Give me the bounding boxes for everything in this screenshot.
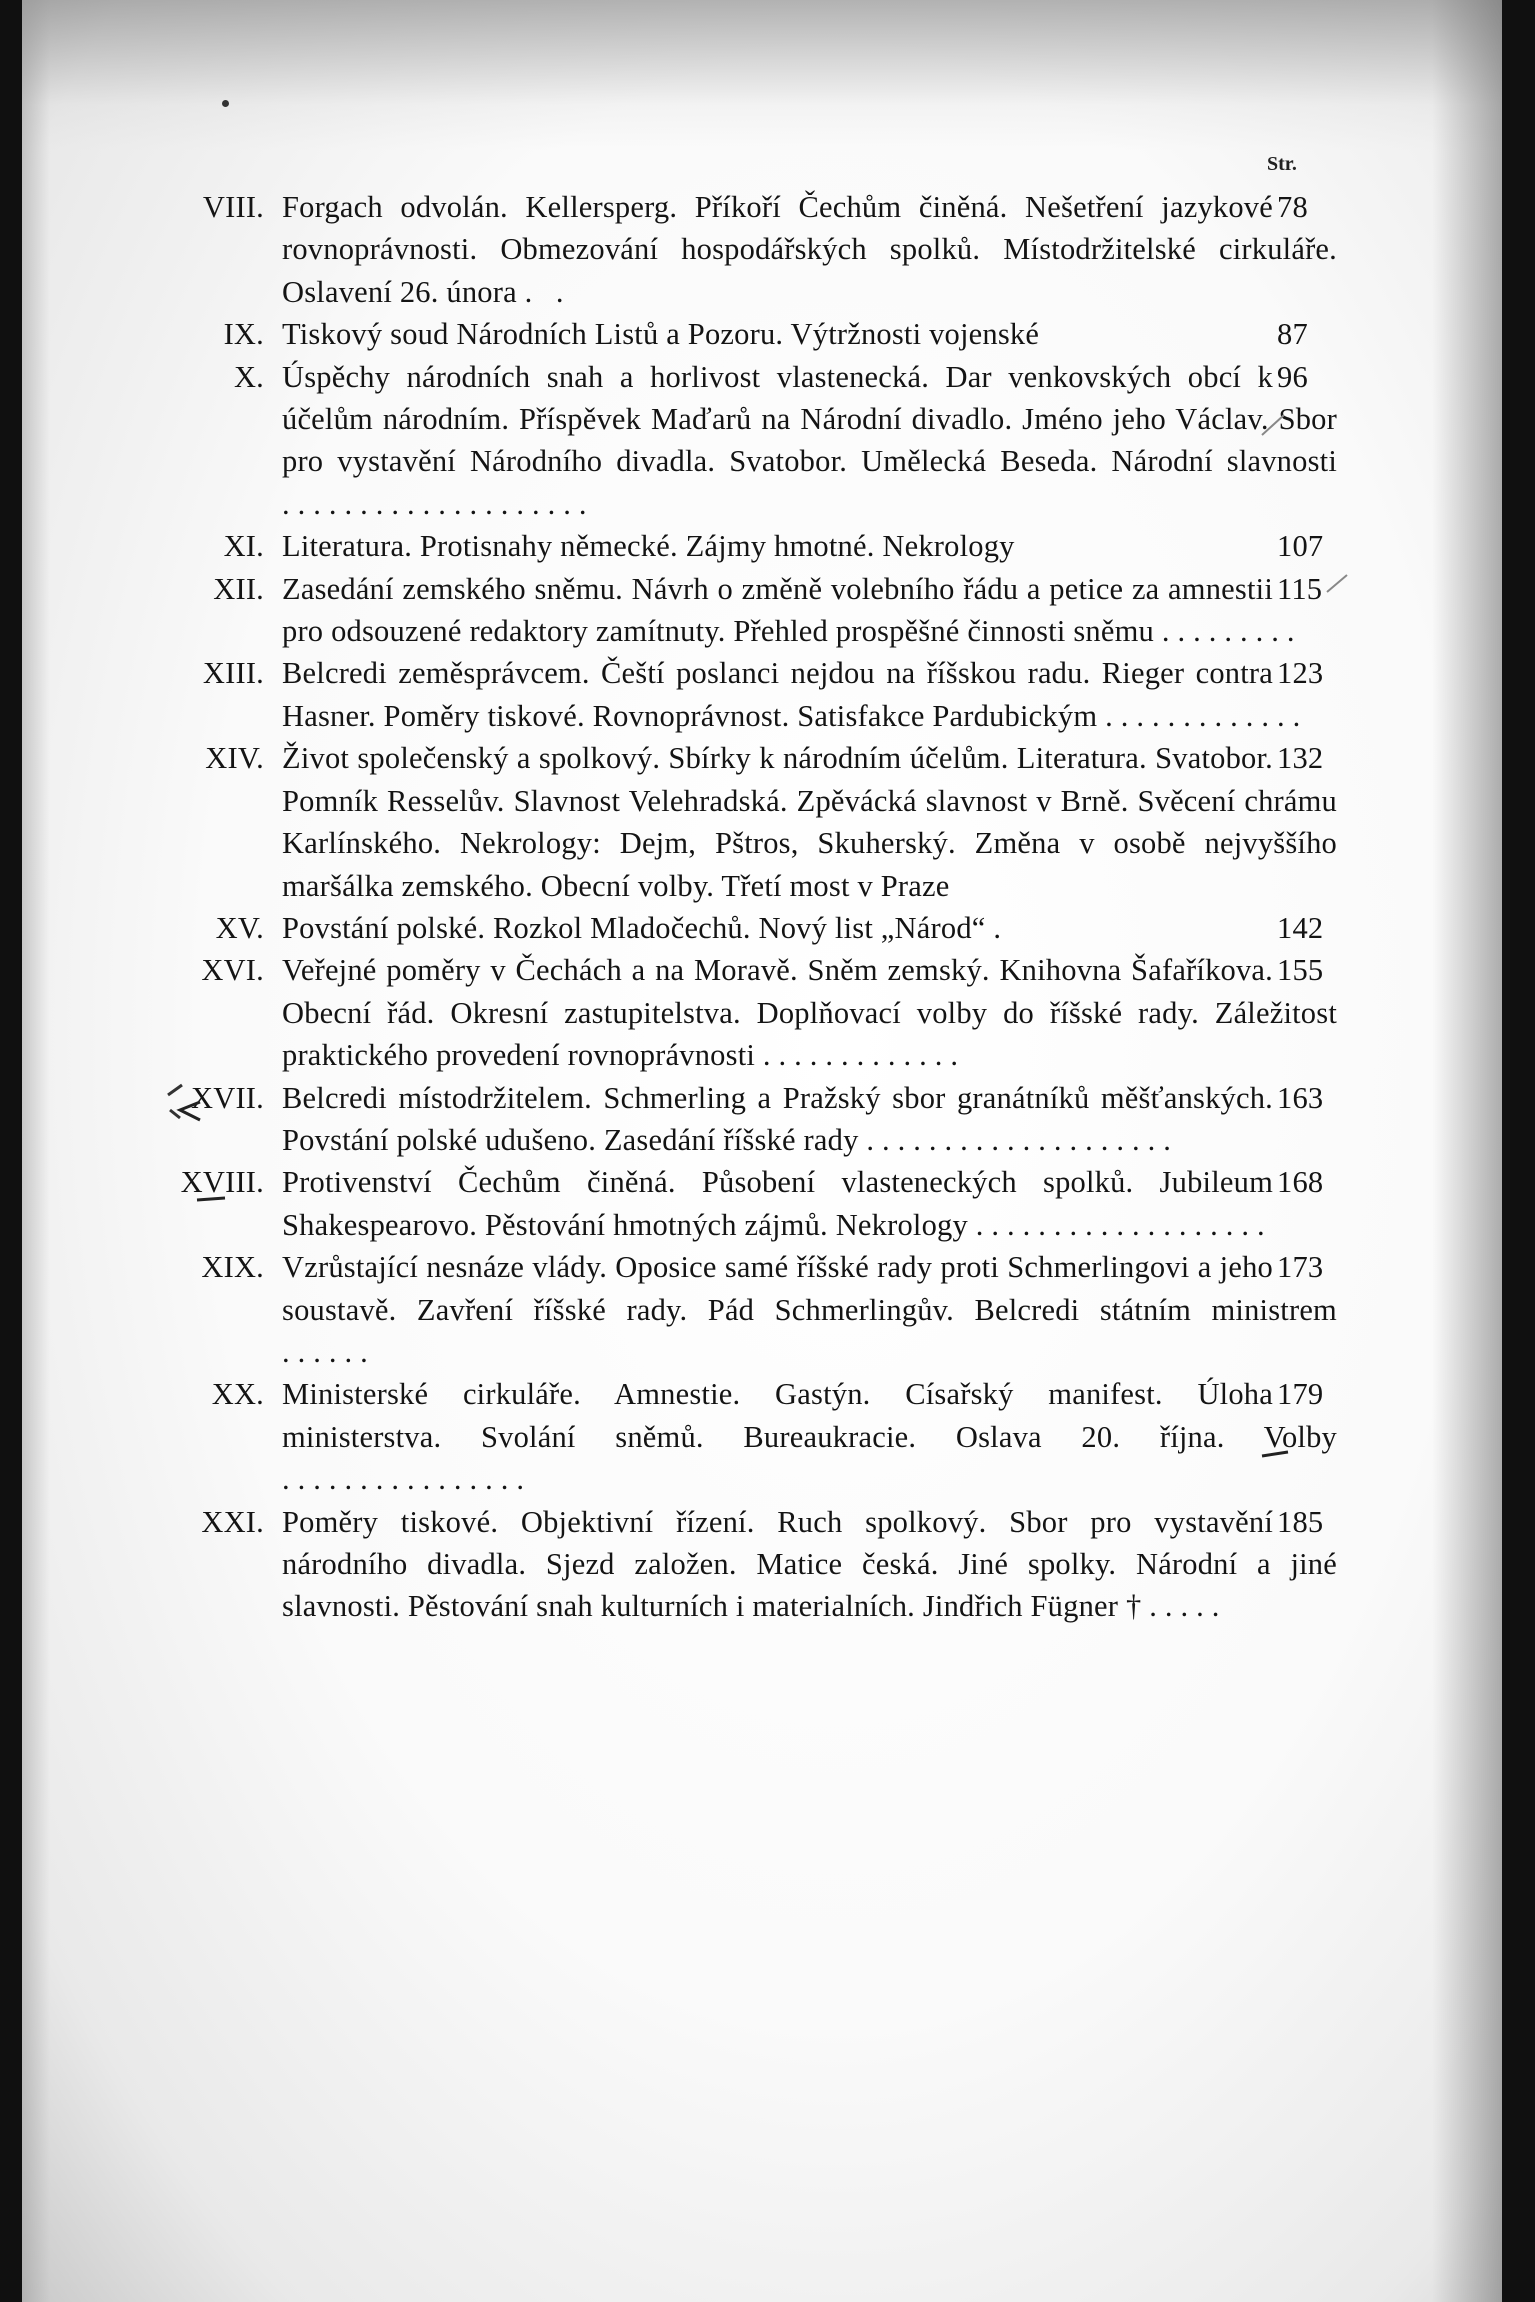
- toc-entry: [162, 1161, 1337, 1246]
- chapter-description: Forgach odvolán. Kellersperg. Příkoří Čechům činěná. Nešetření jazykové rovnoprávnosti. Obmezování hospodářských spolků. Místodržitelské cirkuláře. Oslavení 26. února: [282, 190, 1337, 309]
- chapter-description: Život společenský a spolkový. Sbírky k národním účelům. Literatura. Svatobor. Pomník Resselův. Slavnost Velehradská. Zpěvácká slavnost v Brně. Svěcení chrámu Karlínského. Nekrology: Dejm, Pštros, Skuherský. Změna v osobě nejvyššího maršálka zemského. Obecní volby. Třetí most v Praze: [282, 741, 1337, 903]
- chapter-number: XII.: [213, 571, 264, 606]
- chapter-number: XV.: [215, 910, 264, 945]
- chapter-page-number: 123: [1277, 656, 1324, 691]
- chapter-number: XIII.: [202, 656, 264, 691]
- chapter-description: Belcredi zeměsprávcem. Čeští poslanci nejdou na říšskou radu. Rieger contra Hasner. Poměry tiskové. Rovnoprávnost. Satisfakce Pardubickým: [282, 656, 1273, 733]
- chapter-text: [282, 1077, 1337, 1162]
- dot-leader: .....: [1149, 1589, 1228, 1624]
- chapter-text: [282, 949, 1337, 1076]
- dot-leader: ....................: [866, 1122, 1179, 1157]
- chapter-number: XXI.: [201, 1504, 264, 1539]
- chapter-page-number: 179: [1277, 1377, 1324, 1412]
- toc-entry: [162, 737, 1337, 907]
- toc-entry: [162, 1246, 1337, 1373]
- chapter-text: [282, 1373, 1337, 1500]
- chapter-number: XI.: [223, 529, 264, 564]
- page-right-shadow: [1432, 0, 1502, 2302]
- chapter-page-number: 96: [1277, 359, 1308, 394]
- chapter-page-number: 87: [1277, 317, 1308, 352]
- dot-leader: ......: [282, 1334, 376, 1369]
- dot-leader: .: [993, 910, 1009, 945]
- toc-entry: [162, 652, 1337, 737]
- dot-leader: ....................: [282, 486, 595, 521]
- chapter-description: Tiskový soud Národních Listů a Pozoru. Výtržnosti vojenské: [282, 317, 1040, 352]
- chapter-page-number: 107: [1277, 529, 1324, 564]
- chapter-description: Povstání polské. Rozkol Mladočechů. Nový list „Národ“: [282, 910, 994, 945]
- chapter-description: Poměry tiskové. Objektivní řízení. Ruch spolkový. Sbor pro vystavění národního divadla. Sjezd založen. Matice česká. Jiné spolky. Národní a jiné slavnosti. Pěstování snah kulturních i materialních. Jindřich Fügner †: [282, 1504, 1337, 1624]
- chapter-page-number: 142: [1277, 910, 1324, 945]
- chapter-number: XVIII.: [180, 1165, 264, 1200]
- chapter-number: XVI.: [201, 953, 264, 988]
- toc-entry: [162, 186, 1337, 313]
- toc-entry: [162, 907, 1337, 949]
- chapter-description: Úspěchy národních snah a horlivost vlastenecká. Dar venkovských obcí k účelům národním. Příspěvek Maďarů na Národní divadlo. Jméno jeho Václav. Sbor pro vystavění Národního divadla. Svatobor. Umělecká Beseda. Národní slavnosti: [282, 359, 1337, 479]
- chapter-description: Ministerské cirkuláře. Amnestie. Gastýn. Císařský manifest. Úloha ministerstva. Svolání sněmů. Bureaukracie. Oslava 20. října. Volby: [282, 1377, 1337, 1454]
- book-page: [22, 0, 1502, 2302]
- chapter-page-number: 132: [1277, 741, 1324, 776]
- dot-leader: . .: [524, 274, 572, 309]
- table-of-contents: [162, 186, 1337, 1628]
- chapter-number: X.: [233, 359, 264, 394]
- chapter-number: XVII.: [191, 1080, 264, 1115]
- chapter-page-number: 168: [1277, 1165, 1324, 1200]
- page-top-shadow: [22, 0, 1502, 150]
- chapter-page-number: 173: [1277, 1250, 1324, 1285]
- chapter-page-number: 78: [1277, 190, 1308, 224]
- chapter-page-number: 163: [1277, 1080, 1324, 1115]
- dot-leader: .............: [1105, 698, 1309, 733]
- chapter-text: [282, 907, 1337, 949]
- toc-entry: [162, 1373, 1337, 1500]
- chapter-description: Protivenství Čechům činěná. Působení vlasteneckých spolků. Jubileum Shakespearovo. Pěstování hmotných zájmů. Nekrology: [282, 1165, 1273, 1242]
- chapter-text: [282, 737, 1337, 907]
- toc-entry: [162, 1501, 1337, 1628]
- ink-speck: [222, 100, 229, 107]
- chapter-page-number: 185: [1277, 1504, 1324, 1539]
- chapter-text: [282, 1161, 1337, 1246]
- page-column-header: Str.: [1267, 153, 1297, 175]
- chapter-text: [282, 568, 1337, 653]
- dot-leader: .........: [1161, 614, 1303, 649]
- chapter-number: IX.: [223, 317, 264, 352]
- chapter-text: [282, 356, 1337, 526]
- toc-entry: [162, 1077, 1337, 1162]
- chapter-description: Literatura. Protisnahy německé. Zájmy hmotné. Nekrology: [282, 529, 1015, 564]
- toc-entry: [162, 949, 1337, 1076]
- chapter-page-number: 115: [1277, 571, 1323, 606]
- chapter-text: [282, 313, 1337, 355]
- chapter-number: XIX.: [201, 1250, 264, 1285]
- toc-entry: [162, 568, 1337, 653]
- toc-entry: [162, 525, 1337, 567]
- dot-leader: ...................: [975, 1207, 1273, 1242]
- dot-leader: ................: [282, 1462, 532, 1497]
- chapter-number: VIII.: [202, 190, 264, 224]
- toc-entry: [162, 313, 1337, 355]
- chapter-text: [282, 1501, 1337, 1628]
- chapter-description: Veřejné poměry v Čechách a na Moravě. Sněm zemský. Knihovna Šafaříkova. Obecní řád. Okresní zastupitelstva. Doplňovací volby do říšské rady. Záležitost praktického provedení rovnoprávnosti: [282, 953, 1337, 1073]
- toc-entry: [162, 356, 1337, 526]
- chapter-description: Vzrůstající nesnáze vlády. Oposice samé říšské rady proti Schmerlingovi a jeho soustavě. Zavření říšské rady. Pád Schmerlingův. Belcredi státním ministrem: [282, 1250, 1337, 1327]
- chapter-text: [282, 186, 1337, 313]
- chapter-text: [282, 1246, 1337, 1373]
- chapter-description: Belcredi místodržitelem. Schmerling a Pražský sbor granátníků měšťanských. Povstání polské udušeno. Zasedání říšské rady: [282, 1080, 1273, 1157]
- chapter-text: [282, 652, 1337, 737]
- chapter-page-number: 155: [1277, 953, 1324, 988]
- chapter-number: XIV.: [205, 741, 264, 776]
- chapter-text: [282, 525, 1337, 567]
- chapter-number: XX.: [211, 1377, 264, 1412]
- page-left-shadow: [22, 0, 50, 2302]
- dot-leader: .............: [762, 1038, 966, 1073]
- chapter-description: Zasedání zemského sněmu. Návrh o změně volebního řádu a petice za amnestii pro odsouzené redaktory zamítnuty. Přehled prospěšné činnosti sněmu: [282, 571, 1273, 649]
